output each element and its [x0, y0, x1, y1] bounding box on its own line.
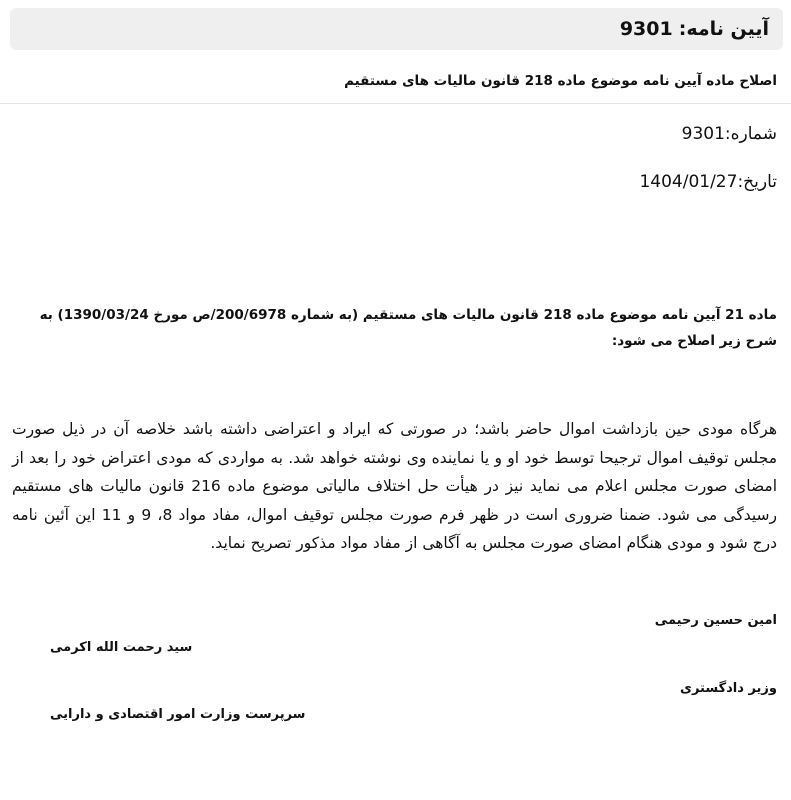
decree-subject: اصلاح ماده آیین نامه موضوع ماده 218 قانون مالیات های مستقیم	[344, 73, 777, 89]
decree-number-value: 9301	[681, 124, 725, 144]
decree-date-value: 1404/01/27	[639, 172, 738, 192]
decree-number-line	[682, 124, 777, 144]
decree-date-line	[639, 172, 777, 192]
signer-1-name: امین حسین رحیمی	[654, 613, 777, 628]
decree-body-text: هرگاه مودی حین بازداشت اموال حاضر باشد؛ در صورتی که ایراد و اعتراضی داشته باشد خلاصه آن در ذیل صورت مجلس توقیف اموال ترجیحا توسط خود او و یا نماینده وی نوشته خواهد شد. به مواردی که مودی اعتراض خود را بعد از امضای صورت مجلس اعلام می نماید نیز در هیأت حل اختلاف مالیاتی موضوع ماده 216 قانون مالیات های مستقیم رسیدگی می شود. ضمنا ضروری است در ظهر فرم صورت مجلس توقیف اموال، مفاد مواد 8، 9 و 11 این آئین نامه درج شود و مودی هنگام امضای صورت مجلس به آگاهی از مفاد مواد مذکور تصریح نماید.	[12, 420, 778, 552]
decree-preamble: ماده 21 آیین نامه موضوع ماده 218 قانون مالیات های مستقیم (به شماره 200/6978/ص مورخ 1390/03/24) به شرح زیر اصلاح می شود:	[39, 307, 777, 349]
decree-title-number: 9301	[619, 18, 673, 40]
header-divider	[0, 103, 791, 104]
decree-date-label: تاریخ:	[737, 172, 777, 192]
decree-number-label: شماره:	[724, 124, 777, 144]
decree-title-label: آیین نامه:	[678, 18, 769, 40]
signer-2-name: سید رحمت الله اکرمی	[50, 640, 193, 655]
decree-title-bar	[10, 8, 783, 50]
signer-2-title: سرپرست وزارت امور اقتصادی و دارایی	[50, 707, 306, 722]
signer-1-title: وزیر دادگستری	[680, 681, 777, 696]
